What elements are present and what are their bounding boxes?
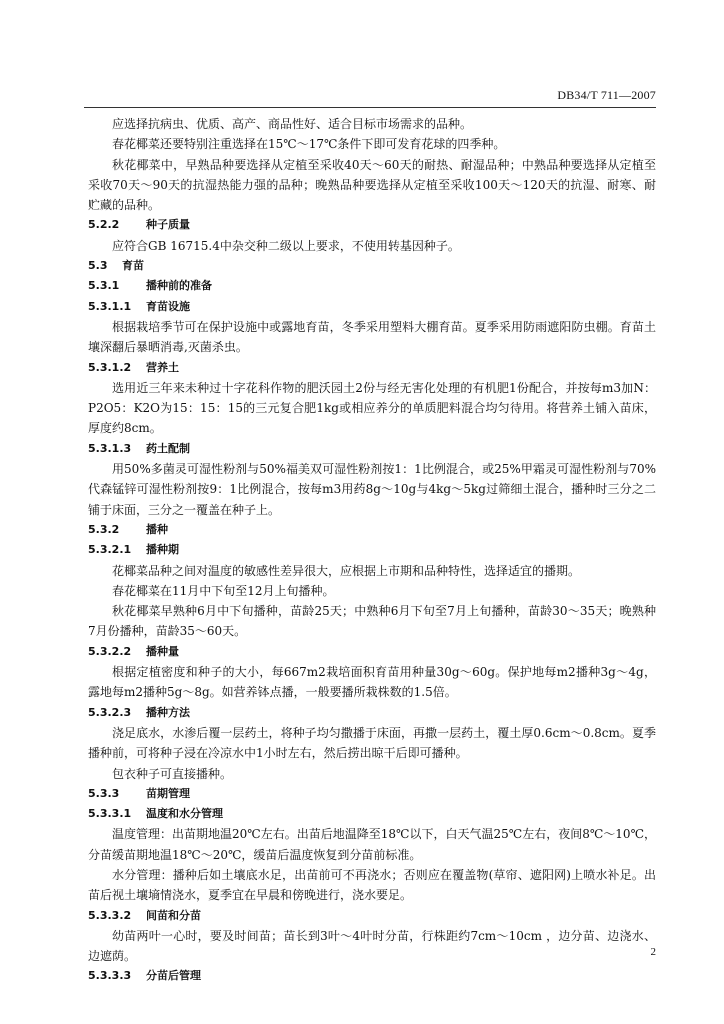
section-title: 播种前的准备 xyxy=(146,279,212,293)
section-title: 播种 xyxy=(146,522,168,536)
section-number: 5.3.3.3 xyxy=(88,969,132,983)
section-title: 育苗 xyxy=(122,259,144,273)
section-number: 5.3 xyxy=(88,259,108,273)
section-heading xyxy=(88,520,656,540)
page-number: 2 xyxy=(650,946,656,958)
section-title: 播种期 xyxy=(146,543,179,557)
paragraph: 幼苗两叶一心时，要及时间苗；苗长到3叶～4叶时分苗，行株距约7cm～10cm ，边分苗、边浇水、边遮荫。 xyxy=(88,928,656,964)
section-number: 5.3.3.1 xyxy=(88,807,132,821)
document-id: DB34/T 711—2007 xyxy=(557,88,656,102)
paragraph: 春花椰菜在11月中下旬至12月上旬播种。 xyxy=(112,583,335,598)
paragraph: 包衣种子可直接播种。 xyxy=(112,766,233,781)
section-heading xyxy=(88,966,656,986)
section-number: 5.3.3.2 xyxy=(88,908,132,922)
section-number: 5.2.2 xyxy=(88,218,120,232)
section-number: 5.3.2.1 xyxy=(88,543,132,557)
section-title: 药土配制 xyxy=(146,441,190,455)
section-heading xyxy=(88,358,656,378)
paragraph: 浇足底水，水渗后覆一层药土，将种子均匀撒播于床面，再撒一层药土，覆土厚0.6cm～0.8cm。夏季播种前，可将种子浸在冷凉水中1小时左右，然后捞出晾干后即可播种。 xyxy=(88,725,656,761)
section-title: 播种方法 xyxy=(146,705,190,719)
section-number: 5.3.2 xyxy=(88,522,120,536)
paragraph: 根据定植密度和种子的大小，每667m2栽培面积育苗用种量30g～60g。保护地每m2播种3g～4g，露地每m2播种5g～8g。如营养钵点播，一般要播所栽株数的1.5倍。 xyxy=(88,665,656,700)
paragraph: 应符合GB 16715.4中杂交种二级以上要求，不使用转基因种子。 xyxy=(112,238,460,253)
paragraph: 春花椰菜还要特别注重选择在15℃～17℃条件下即可发育花球的四季种。 xyxy=(112,137,506,152)
section-number: 5.3.3 xyxy=(88,786,120,800)
paragraph: 温度管理：出苗期地温20℃左右。出苗后地温降至18℃以下，白天气温25℃左右，夜间8℃～10℃，分苗缓苗期地温18℃～20℃，缓苗后温度恢复到分苗前标准。 xyxy=(88,827,656,862)
section-title: 间苗和分苗 xyxy=(146,908,201,922)
section-heading xyxy=(88,642,656,662)
paragraph: 根据栽培季节可在保护设施中或露地育苗，冬季采用塑料大棚育苗。夏季采用防雨遮阳防虫棚。育苗土壤深翻后暴晒消毒,灭菌杀虫。 xyxy=(88,319,656,355)
section-title: 分苗后管理 xyxy=(146,969,201,983)
section-heading xyxy=(88,256,656,276)
section-number: 5.3.2.2 xyxy=(88,644,132,658)
section-number: 5.3.1.3 xyxy=(88,441,132,455)
section-heading xyxy=(88,703,656,723)
section-title: 种子质量 xyxy=(146,218,190,232)
header-rule xyxy=(84,107,656,108)
paragraph: 应选择抗病虫、优质、高产、商品性好、适合目标市场需求的品种。 xyxy=(112,117,473,131)
section-title: 苗期管理 xyxy=(146,786,190,800)
section-heading xyxy=(88,906,656,926)
section-heading xyxy=(88,540,656,560)
document-body xyxy=(88,114,656,987)
section-title: 温度和水分管理 xyxy=(146,807,223,821)
section-heading xyxy=(88,297,656,317)
section-number: 5.3.2.3 xyxy=(88,705,132,719)
section-number: 5.3.1.2 xyxy=(88,360,132,374)
section-number: 5.3.1 xyxy=(88,279,120,293)
paragraph: 秋花椰菜早熟种6月中下旬播种，苗龄25天；中熟种6月下旬至7月上旬播种，苗龄30～35天；晚熟种7月份播种，苗龄35～60天。 xyxy=(88,604,656,639)
section-number: 5.3.1.1 xyxy=(88,299,132,313)
section-heading xyxy=(88,276,656,296)
section-heading xyxy=(88,215,656,235)
section-title: 育苗设施 xyxy=(146,299,190,313)
section-heading xyxy=(88,439,656,459)
paragraph: 选用近三年来未种过十字花科作物的肥沃园土2份与经无害化处理的有机肥1份配合，并按每m3加N：P2O5：K2O为15：15：15的三元复合肥1kg或相应养分的单质肥料混合均匀待用。将营养土铺入苗床，厚度约8cm。 xyxy=(88,380,656,436)
paragraph: 秋花椰菜中，早熟品种要选择从定植至采收40天～60天的耐热、耐湿品种；中熟品种要选择从定植至采收70天～90天的抗湿热能力强的品种；晚熟品种要选择从定植至采收100天～120天的抗湿、耐寒、耐贮藏的品种。 xyxy=(88,157,656,213)
section-heading xyxy=(88,784,656,804)
paragraph: 花椰菜品种之间对温度的敏感性差异很大，应根据上市期和品种特性，选择适宜的播期。 xyxy=(112,563,581,578)
paragraph: 水分管理：播种后如土壤底水足，出苗前可不再浇水；否则应在覆盖物(草帘、遮阳网)上喷水补足。出苗后视土壤墒情浇水，夏季宜在早晨和傍晚进行，浇水要足。 xyxy=(88,867,656,903)
section-heading xyxy=(88,804,656,824)
paragraph: 用50%多菌灵可湿性粉剂与50%福美双可湿性粉剂按1：1比例混合，或25%甲霜灵可湿性粉剂与70%代森锰锌可湿性粉剂按9：1比例混合，按每m3用药8g～10g与4kg～5kg过筛细土混合，播种时三分之二铺于床面，三分之一覆盖在种子上。 xyxy=(88,462,656,517)
section-title: 营养土 xyxy=(146,360,179,374)
section-title: 播种量 xyxy=(146,644,179,658)
